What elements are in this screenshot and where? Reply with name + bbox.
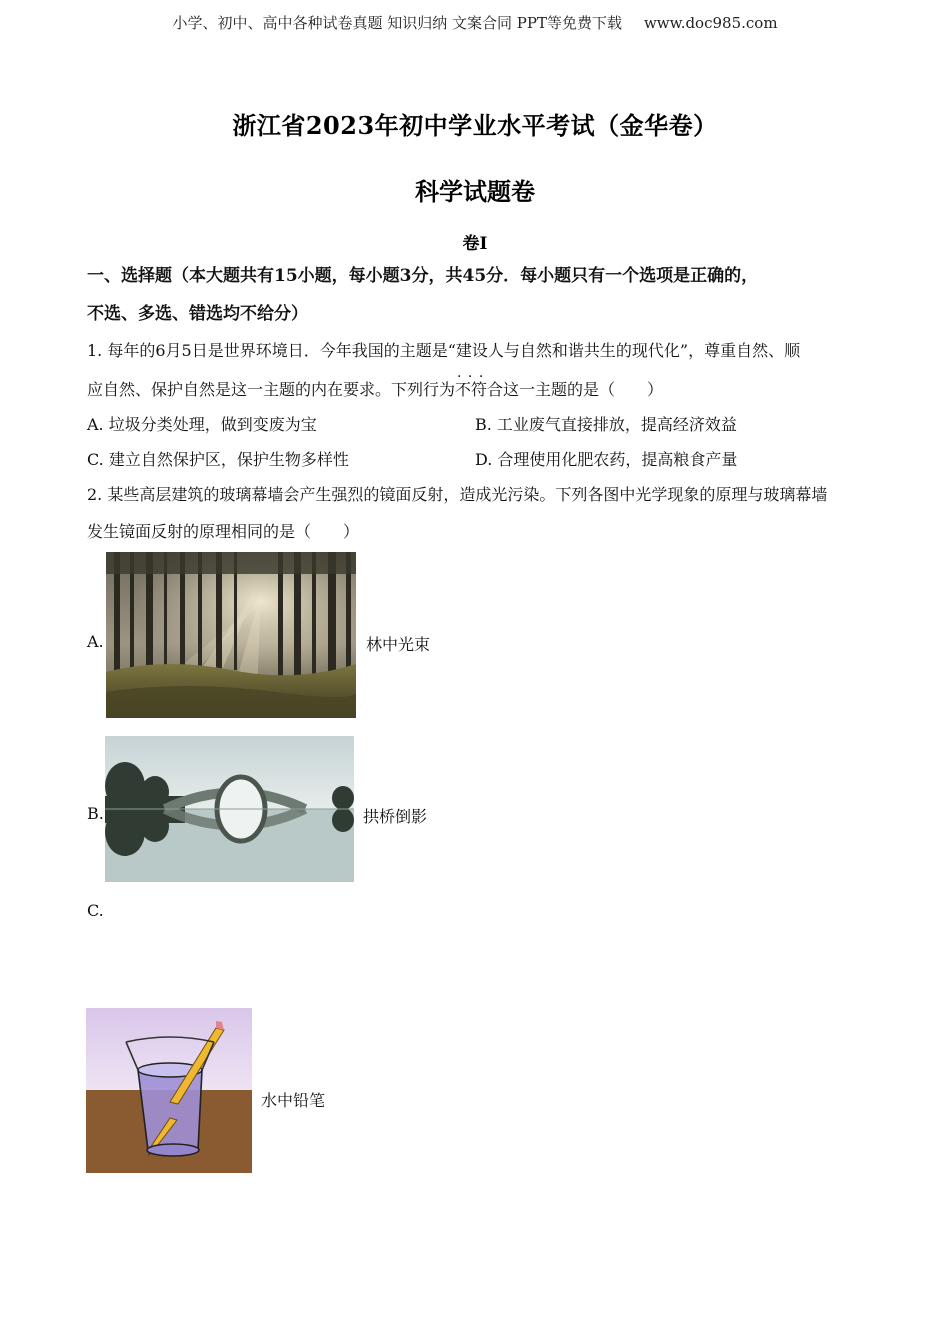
section-heading-line2: 不选、多选、错选均不给分） [87,304,308,324]
q1-line2 [87,380,663,400]
q2-option-a-label: A. [87,632,104,651]
q2-option-a-caption: 林中光束 [366,635,431,654]
q1-line2-start: 应自然、保护自然是这一主题的内在要求。下列行为 [87,380,456,399]
q1-line1: 1. 每年的6月5日是世界环境日．今年我国的主题是“建设人与自然和谐共生的现代化”，尊重自然、顺 [87,341,801,360]
forest-light-image [106,552,356,718]
section-heading-line1: 一、选择题（本大题共有15小题，每小题3分，共45分．每小题只有一个选项是正确的， [87,266,759,286]
q2-option-b-caption: 拱桥倒影 [363,807,428,826]
exam-title: 浙江省2023年初中学业水平考试（金华卷） [232,111,718,140]
page-header [0,12,950,33]
q1-option-a: A. 垃圾分类处理，做到变废为宝 [87,415,317,434]
q2-line1: 2. 某些高层建筑的玻璃幕墙会产生强烈的镜面反射，造成光污染。下列各图中光学现象的原理与玻璃幕墙 [87,485,828,504]
exam-subtitle: 科学试题卷 [415,177,535,206]
q1-option-d: D. 合理使用化肥农药，提高粮食产量 [475,450,738,469]
header-text: 小学、初中、高中各种试卷真题 知识归纳 文案合同 PPT等免费下载 [172,14,622,32]
header-site[interactable]: www.doc985.com [643,14,778,32]
q2-option-c-label: C. [87,901,104,920]
arch-bridge-reflection-image [105,736,354,882]
q1-option-b: B. 工业废气直接排放，提高经济效益 [475,415,737,434]
q1-line2-end: 这一主题的是（ ） [503,380,664,399]
q1-emphasis: · · · 不符合 [455,380,503,400]
q2-option-c-caption: 水中铅笔 [261,1091,326,1110]
q1-option-c: C. 建立自然保护区，保护生物多样性 [87,450,349,469]
q2-line2: 发生镜面反射的原理相同的是（ ） [87,522,360,541]
pencil-in-water-image [86,1008,252,1173]
q2-option-b-label: B. [87,804,104,823]
volume-label: 卷I [462,234,488,254]
